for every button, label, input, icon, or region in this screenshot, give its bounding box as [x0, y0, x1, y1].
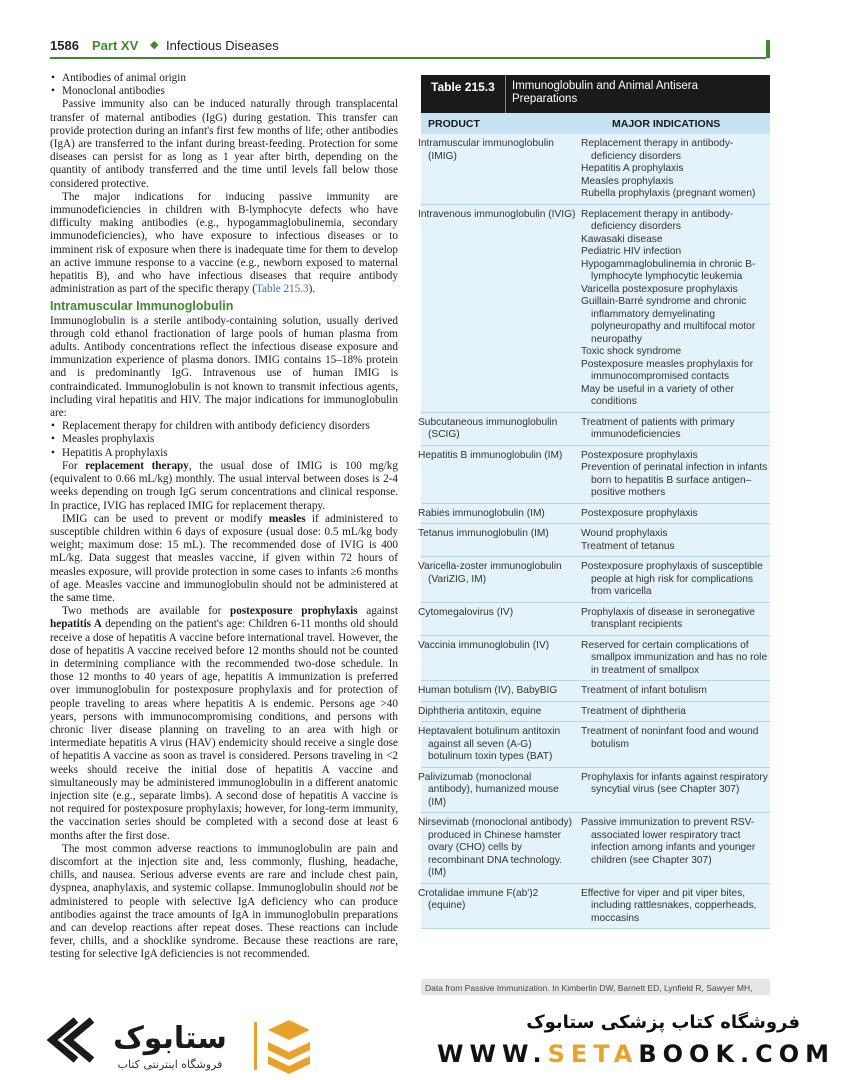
column-header-product: PRODUCT — [428, 118, 480, 130]
bullet-list-mid — [50, 420, 398, 460]
indication-item: May be useful in a variety of other conditions — [581, 383, 734, 407]
paragraph-text: , the usual dose of IMIG is 100 mg/kg (equivalent to 0.66 mL/kg) monthly. The usual interval between doses is 2-4 weeks depending on trough IgG serum concentrations and clinical response. In practice, IVIG has replaced IMIG for replacement therapy. — [50, 459, 398, 512]
indication-item: Toxic shock syndrome — [581, 346, 682, 357]
table-body — [418, 134, 770, 929]
product-cell: Diphtheria antitoxin, equine — [418, 705, 542, 717]
indications-cell — [577, 417, 770, 442]
italic-term: not — [369, 882, 384, 895]
indication-item: Treatment of infant botulism — [581, 685, 707, 696]
list-item: • Antibodies of animal origin — [50, 72, 398, 85]
part-label: Part XV — [92, 38, 139, 53]
table-row — [418, 413, 770, 446]
indication-item: Passive immunization to prevent RSV-associated lower respiratory tract infection among infants and younger children (see Chapter 307) — [581, 817, 756, 866]
page-header — [50, 38, 768, 58]
paragraph-text: IMIG can be used to prevent or modify — [62, 512, 269, 525]
book-stack-icon — [266, 1020, 312, 1074]
left-column — [50, 72, 398, 962]
paragraph-text: against — [357, 605, 398, 618]
indications-cell — [577, 528, 770, 553]
indication-item: Pediatric HIV infection — [581, 246, 682, 257]
table-row — [418, 681, 770, 702]
table-row — [418, 884, 770, 930]
table-column-headers — [421, 113, 770, 134]
paragraph-text: be administered to people with selective IgA deficiency who can produce antibodies against the trace amounts of IgA in immunoglobulin preparations and can develop reactions after repeat doses. These reactions can include fever, chills, and a shocklike syndrome. Because these reactions are rare, testing for selective IgA deficiencies is not recommended. — [50, 882, 398, 961]
indication-item: Postexposure measles prophylaxis for immunocompromised contacts — [581, 358, 754, 382]
paragraph-text: if administered to susceptible children within 6 days of exposure (usual dose: 0.5 mL/kg body weight; maximum dose: 15 mL). The recommended dose of IVIG is 400 mL/kg. Data suggest that measles vaccine, if given within 72 hours of measles exposure, will provide protection in some cases to infants ≥6 months of age. Measles vaccine and immunoglobulin should not be administered at the same time. — [50, 512, 399, 604]
list-item: • Hepatitis A prophylaxis — [50, 447, 398, 460]
table-footnote: Data from Passive Immunization. In Kimberlin DW, Barnett ED, Lynfield R, Sawyer MH, — [421, 979, 770, 997]
indication-item: Treatment of tetanus — [581, 540, 675, 552]
diamond-icon: ◆ — [150, 39, 159, 51]
header-rule — [50, 57, 766, 59]
paragraph — [50, 460, 398, 513]
indication-item: Replacement therapy in antibody-deficiency disorders — [581, 208, 734, 232]
table-caption: Immunoglobulin and Animal Antisera Preparations — [512, 80, 699, 105]
list-item: • Monoclonal antibodies — [50, 85, 398, 98]
list-item: • Replacement therapy for children with antibody deficiency disorders — [50, 420, 398, 433]
indications-cell — [577, 706, 770, 719]
indication-item: Treatment of noninfant food and wound botulism — [581, 726, 759, 750]
immunoglobulin-table — [418, 75, 770, 929]
product-cell: Varicella-zoster immunoglobulin (VariZIG, IM) — [418, 561, 562, 585]
product-cell: Heptavalent botulinum antitoxin against all seven (A-G) botulinum toxin types (BAT) — [418, 726, 561, 762]
paragraph — [50, 843, 398, 962]
indications-cell — [577, 640, 770, 678]
table-row — [418, 768, 770, 814]
bullet-list-top — [50, 72, 398, 98]
header-bar — [766, 40, 770, 58]
indications-cell — [577, 209, 770, 409]
indications-cell — [577, 561, 770, 599]
paragraph — [50, 605, 398, 843]
indication-item: Postexposure prophylaxis — [581, 449, 698, 461]
table-row — [418, 557, 770, 603]
table-title-bar — [421, 75, 770, 113]
bold-term: hepatitis A — [50, 618, 102, 631]
indication-item: Replacement therapy in antibody-deficiency disorders — [581, 138, 734, 162]
logo-subtext: فروشگاه اینترنتی کتاب — [117, 1058, 223, 1071]
paragraph — [50, 191, 398, 297]
paragraph-text: For — [62, 459, 86, 472]
shop-url[interactable] — [437, 1040, 835, 1068]
url-highlight: SETA — [547, 1040, 639, 1068]
url-suffix: BOOK.COM — [638, 1040, 836, 1068]
shop-name: فروشگاه کتاب پزشکی ستابوک — [526, 1012, 800, 1033]
indication-item: Reserved for certain complications of smallpox immunization and has no role in treatment of smallpox — [581, 639, 768, 676]
column-header-indications: MAJOR INDICATIONS — [612, 118, 721, 130]
paragraph — [50, 513, 398, 605]
product-cell: Human botulism (IV), BabyBIG — [418, 685, 558, 696]
product-cell: Palivizumab (monoclonal antibody), humanized mouse (IM) — [418, 771, 559, 808]
indication-item: Kawasaki disease — [581, 233, 663, 245]
indication-item: Prophylaxis of disease in seronegative transplant recipients — [581, 606, 755, 630]
product-cell: Tetanus immunoglobulin (IM) — [418, 528, 549, 539]
bold-term: replacement therapy — [85, 459, 189, 472]
indication-item: Effective for viper and pit viper bites, including rattlesnakes, copperheads, moccasins — [581, 887, 757, 924]
table-row — [418, 205, 770, 413]
table-row — [418, 702, 770, 723]
logo-divider — [254, 1022, 257, 1070]
page-number: 1586 — [50, 38, 79, 53]
setabook-logo — [40, 1012, 240, 1072]
product-cell: Intravenous immunoglobulin (IVIG) — [418, 208, 576, 220]
table-row — [418, 603, 770, 636]
paragraph: Immunoglobulin is a sterile antibody-containing solution, usually derived through cold ethanol fractionation of large pools of human plasma from adults. Antibody concentrations reflect the infectious disease exposure and immunization experience of plasma donors. IMIG contains 15–18% protein and is predominantly IgG. Intravenous use of human IMIG is contraindicated. Immunoglobulin is not known to transmit infectious agents, including viral hepatitis and HIV. The major indications for immunoglobulin are: — [50, 314, 398, 420]
section-title: Infectious Diseases — [166, 38, 279, 53]
table-row — [418, 813, 770, 884]
bold-term: postexposure prophylaxis — [230, 605, 358, 618]
indication-item: Varicella postexposure prophylaxis — [581, 283, 738, 295]
indication-item: Prevention of perinatal infection in infants born to hepatitis B surface antigen–positive mothers — [581, 462, 768, 498]
table-row — [418, 636, 770, 682]
product-cell: Crotalidae immune F(ab')2 (equine) — [418, 887, 539, 911]
indications-cell — [577, 138, 770, 201]
paragraph-text: The most common adverse reactions to immunoglobulin are pain and discomfort at the injection site and, less commonly, flushing, headache, chills, and nausea. Serious adverse events are rare and include chest pain, dyspnea, anaphylaxis, and systemic collapse. Immunoglobulin should — [50, 842, 398, 895]
indication-item: Wound prophylaxis — [581, 528, 668, 539]
indication-item: Measles prophylaxis — [581, 175, 674, 187]
indication-item: Hepatitis A prophylaxis — [581, 163, 684, 174]
paragraph-text: The major indications for inducing passive immunity are immunodeficiencies in children with B-lymphocyte defects who have difficulty making antibodies (e.g., hypogammaglobulinemia, secondary immunodeficiencies), who have exposure to infectious diseases or to imminent risk of exposure when there is inadequate time for them to develop an active immune response to a vaccine (e.g., newborn exposed to maternal hepatitis B), and who have infectious diseases that require antibody administration as part of the specific therapy ( — [50, 190, 398, 296]
table-reference-link[interactable]: Table 215.3 — [255, 283, 309, 296]
indication-item: Postexposure prophylaxis — [581, 507, 698, 519]
product-cell: Intramuscular immunoglobulin (IMIG) — [418, 138, 554, 162]
indications-cell — [577, 888, 770, 926]
indication-item: Postexposure prophylaxis of susceptible people at high risk for complications from varicella — [581, 561, 763, 597]
indications-cell — [577, 607, 770, 632]
indication-item: Hypogammaglobulinemia in chronic B-lymphocyte lymphocytic leukemia — [581, 258, 756, 282]
product-cell: Hepatitis B immunoglobulin (IM) — [418, 449, 563, 461]
product-cell: Subcutaneous immunoglobulin (SCIG) — [418, 416, 558, 440]
url-prefix: WWW. — [437, 1040, 548, 1068]
table-row — [418, 504, 770, 525]
indications-cell — [577, 726, 770, 764]
logo-chevrons-icon — [40, 1012, 240, 1072]
indication-item: Guillain-Barré syndrome and chronic inflammatory demyelinating polyneuropathy and multifocal motor neuropathy — [581, 296, 756, 345]
product-cell: Nirsevimab (monoclonal antibody) produced in Chinese hamster ovary (CHO) cells by recombinant DNA technology. (IM) — [418, 817, 573, 878]
table-row — [418, 722, 770, 768]
paragraph-text: ). — [308, 283, 316, 296]
indications-cell — [577, 450, 770, 500]
product-cell: Rabies immunoglobulin (IM) — [418, 507, 545, 519]
product-cell: Cytomegalovirus (IV) — [418, 606, 514, 618]
indication-item: Treatment of patients with primary immunodeficiencies — [581, 416, 735, 440]
indication-item: Rubella prophylaxis (pregnant women) — [581, 188, 756, 199]
paragraph-text: depending on the patient's age: Children 6-11 months old should receive a dose of hepatitis A vaccine before international travel. However, the dose of hepatitis A vaccine received before 12 months should not be counted in determining compliance with the recommended two-dose schedule. In those 12 months to 40 years of age, hepatitis A immunization is preferred over immunoglobulin for postexposure prophylaxis and for protection of people traveling to areas where hepatitis A is endemic. Persons age >40 years, persons with immunocompromising conditions, and persons with chronic liver disease planning on traveling to an area with high or intermediate hepatitis A virus (HAV) endemicity should receive a single dose of hepatitis A vaccine as soon as travel is considered. Persons traveling in <2 weeks should receive the initial dose of hepatitis A vaccine and simultaneously may be administered immunoglobulin in a different anatomic injection site (e.g., separate limbs). A second dose of hepatitis A vaccine is not required for postexposure prophylaxis; however, for long-term immunity, the vaccination series should be completed with a second dose at least 6 months after the first dose. — [50, 618, 398, 842]
bold-term: measles — [268, 512, 306, 525]
indication-item: Treatment of diphtheria — [581, 705, 686, 717]
section-heading: Intramuscular Immunoglobulin — [50, 299, 234, 314]
indications-cell — [577, 817, 770, 880]
table-number: Table 215.3 — [431, 80, 495, 94]
indication-item: Prophylaxis for infants against respiratory syncytial virus (see Chapter 307) — [581, 771, 768, 795]
table-row — [418, 134, 770, 205]
indications-cell — [577, 685, 770, 698]
paragraph: Passive immunity also can be induced naturally through transplacental transfer of maternal antibodies (IgG) during gestation. This transfer can provide protection during an infant's first few months of life; other antibodies (IgA) are transferred to the infant during breast-feeding. Protection for some diseases can persist for as long as 1 year after birth, depending on the quantity of antibody transferred and the time until levels fall below those considered protective. — [50, 98, 398, 190]
indications-cell — [577, 772, 770, 810]
logo-text: ستابوک — [113, 1021, 227, 1056]
table-row — [418, 446, 770, 504]
product-cell: Vaccinia immunoglobulin (IV) — [418, 639, 550, 651]
table-row — [418, 524, 770, 557]
list-item: • Measles prophylaxis — [50, 433, 398, 446]
title-divider — [505, 75, 506, 113]
indications-cell — [577, 508, 770, 521]
paragraph-text: Two methods are available for — [62, 605, 231, 618]
